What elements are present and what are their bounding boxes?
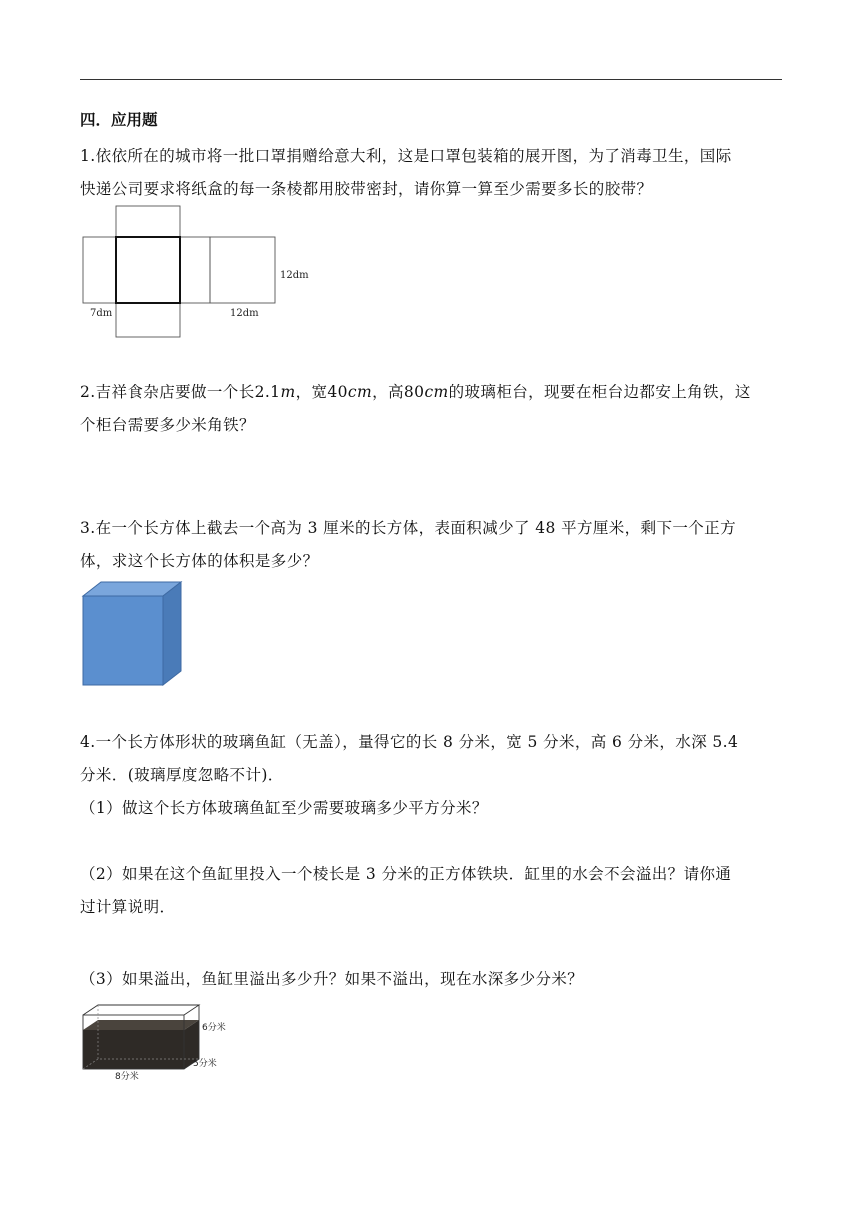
header-rule: [80, 79, 782, 80]
cube-side-face: [163, 582, 181, 685]
q2-mid-2: ，高: [372, 383, 404, 401]
tank-height-label: 6分米: [202, 1023, 226, 1033]
question-4-part-2-line-2: 过计算说明．: [80, 898, 176, 916]
net-face-front: [116, 237, 180, 303]
q2-length-unit: m: [280, 383, 296, 401]
fish-tank-diagram: [80, 1003, 250, 1081]
net-face-back: [210, 237, 275, 303]
blue-cube-diagram: [80, 580, 186, 688]
question-2-line-2: 个柜台需要多少米角铁？: [80, 416, 255, 434]
question-4-part-2-line-1: （2）如果在这个鱼缸里投入一个棱长是 3 分米的正方体铁块．缸里的水会不会溢出？请你通: [80, 865, 732, 883]
tank-width-label: 5分米: [193, 1059, 217, 1069]
question-4-part-3-line: （3）如果溢出，鱼缸里溢出多少升？如果不溢出，现在水深多少分米？: [80, 970, 584, 988]
section-title: 四．应用题: [80, 111, 158, 129]
question-1-line-1: 1.依依所在的城市将一批口罩捐赠给意大利，这是口罩包装箱的展开图，为了消毒卫生，国际: [80, 147, 732, 165]
question-3-line-2: 体，求这个长方体的体积是多少？: [80, 552, 319, 570]
net-length-label: 12dm: [230, 308, 259, 319]
net-face-top: [116, 206, 180, 237]
question-1-line-2: 快递公司要求将纸盒的每一条棱都用胶带密封，请你算一算至少需要多长的胶带？: [80, 180, 653, 198]
net-width-label: 7dm: [90, 308, 113, 319]
q2-prefix: 2.吉祥食杂店要做一个长: [80, 383, 255, 401]
cube-front-face: [83, 596, 163, 685]
q2-mid-1: ，宽: [295, 383, 328, 401]
question-4-part-3: [80, 963, 782, 996]
question-4-line-2: 分米．(玻璃厚度忽略不计)．: [80, 766, 284, 784]
net-height-label: 12dm: [280, 270, 309, 281]
tank-water-surface: [83, 1020, 199, 1030]
tank-top-edge: [83, 1005, 199, 1015]
q2-suffix: 的玻璃柜台，现要在柜台边都安上角铁，这: [448, 383, 751, 401]
question-3-text: [80, 512, 782, 578]
question-1-text: [80, 140, 782, 206]
question-4-part-2: [80, 858, 782, 924]
box-net-diagram: [80, 203, 320, 343]
net-face-bottom: [116, 303, 180, 337]
q2-height-value: 80: [403, 383, 425, 401]
q2-width-value: 40: [327, 383, 348, 401]
q2-length-value: 2.1: [254, 383, 281, 401]
q2-height-unit: cm: [424, 383, 449, 401]
net-face-left: [83, 237, 116, 303]
question-4-line-1: 4.一个长方体形状的玻璃鱼缸（无盖），量得它的长 8 分米，宽 5 分米，高 6 分米，水深 5.4: [80, 733, 739, 751]
tank-length-label: 8分米: [115, 1072, 139, 1081]
question-2-text: [80, 376, 782, 442]
question-4-part-1: （1）做这个长方体玻璃鱼缸至少需要玻璃多少平方分米？: [80, 799, 488, 817]
question-4-text: [80, 726, 782, 825]
question-2-line-1: [80, 376, 782, 409]
net-face-right-narrow: [180, 237, 210, 303]
question-3-line-1: 3.在一个长方体上截去一个高为 3 厘米的长方体，表面积减少了 48 平方厘米，剩下一个正方: [80, 519, 736, 537]
q2-width-unit: cm: [347, 383, 373, 401]
